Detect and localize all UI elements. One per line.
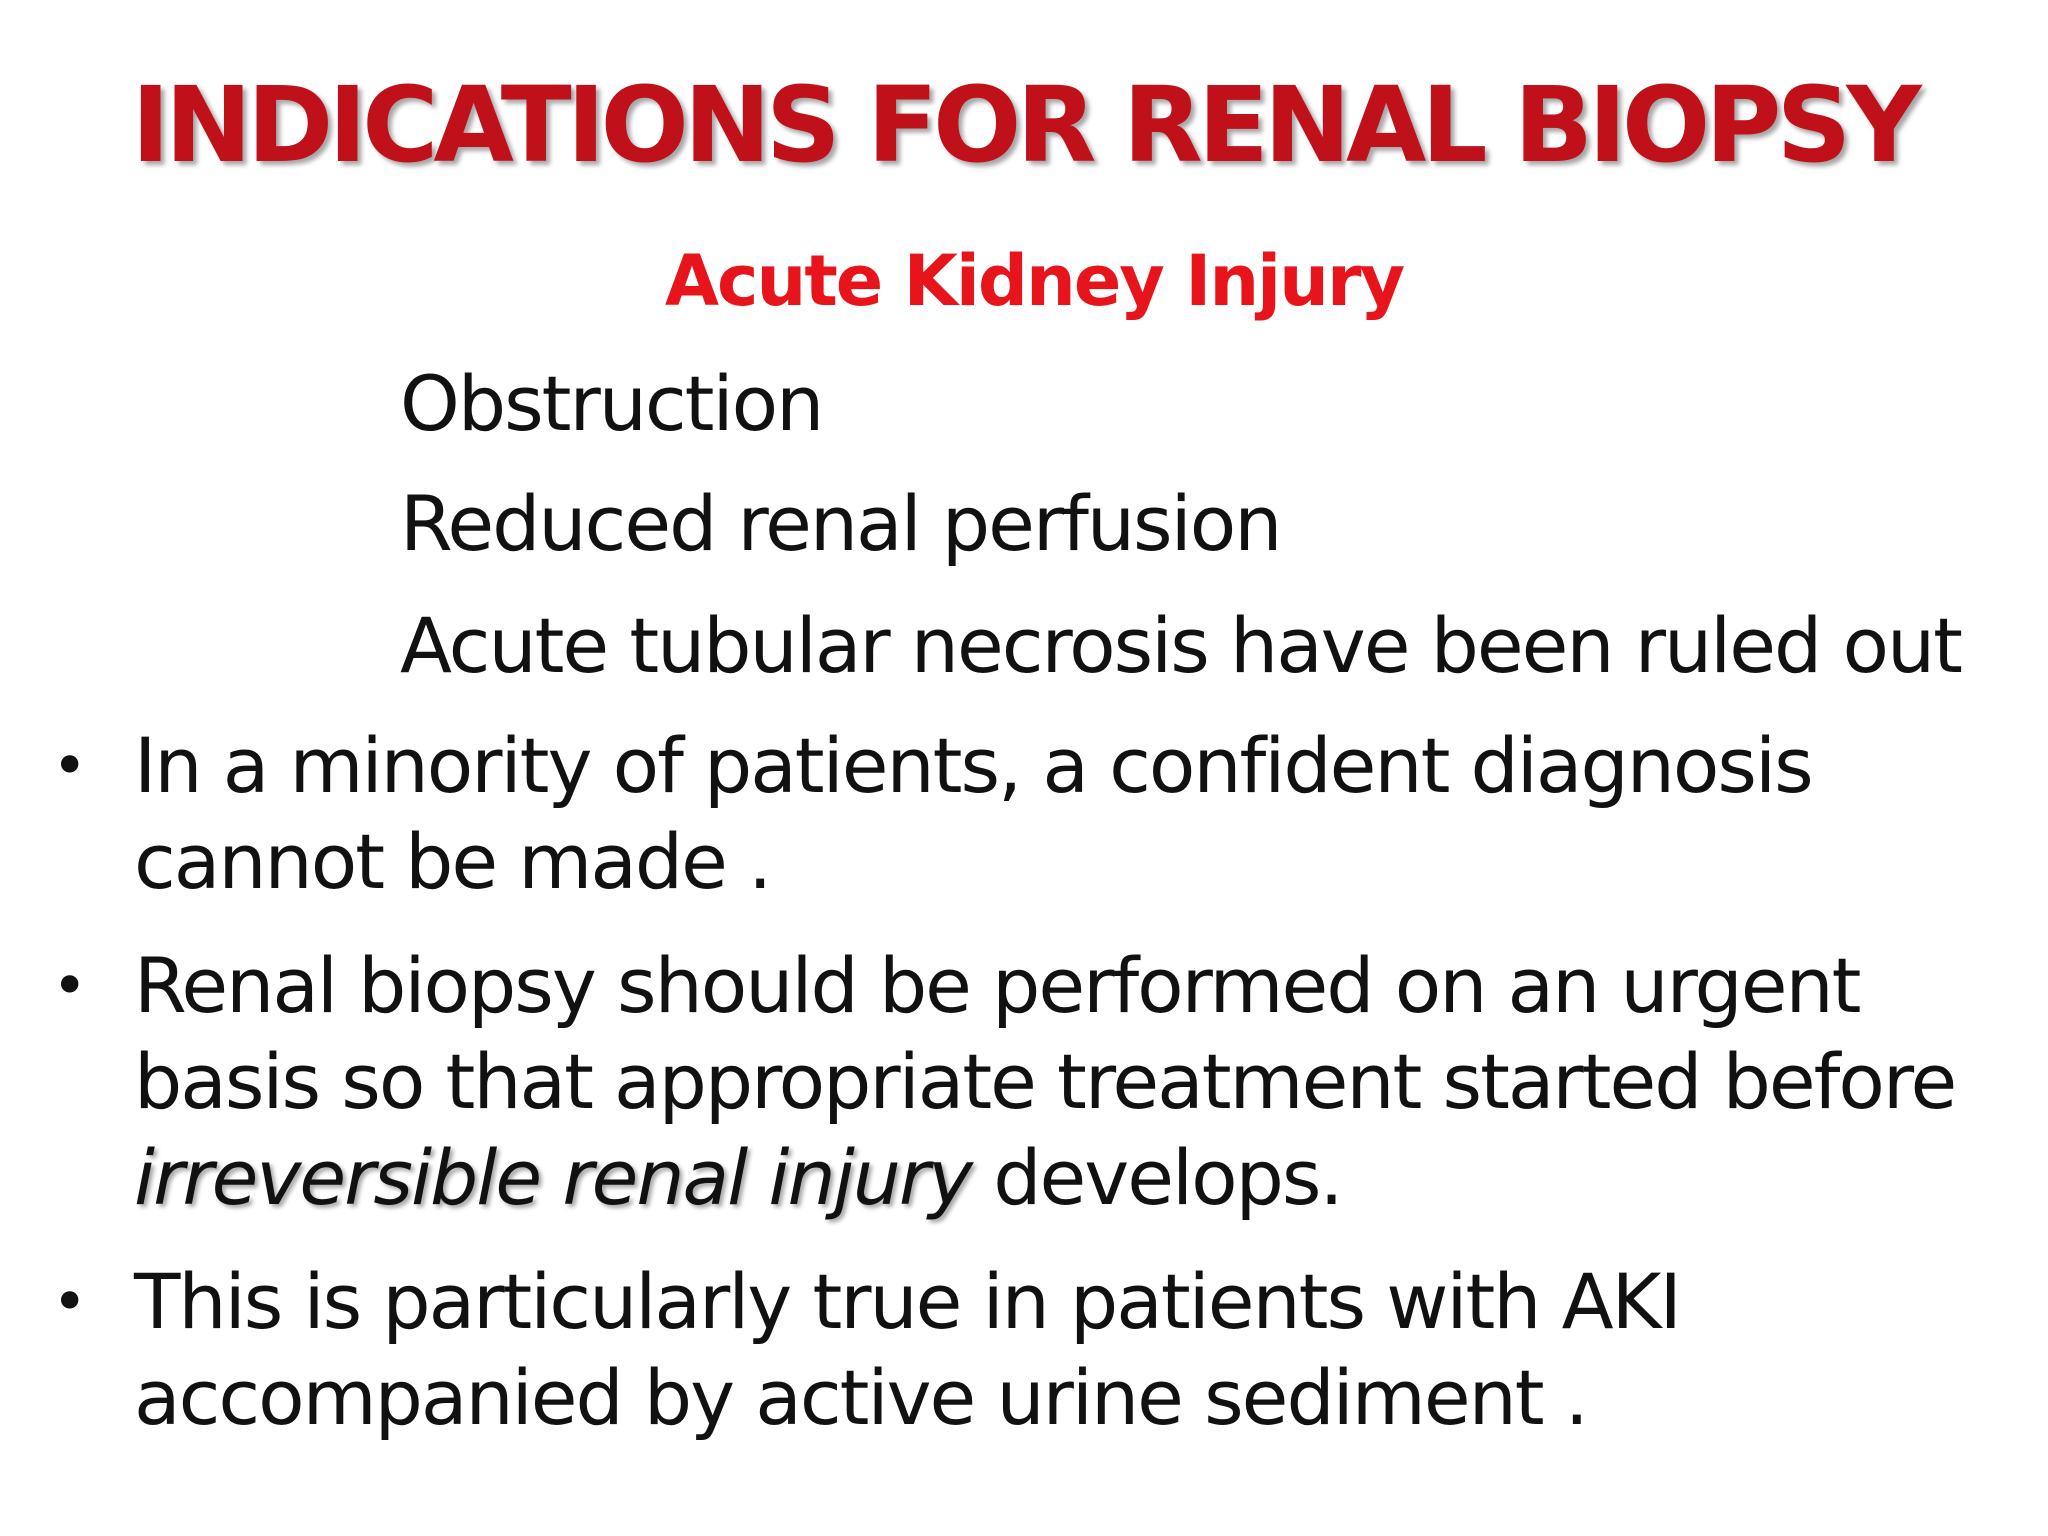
bullet-text-after: develops.: [971, 1133, 1342, 1222]
bullet-icon: •: [52, 731, 86, 801]
sub-item-atn: Acute tubular necrosis have been ruled out: [400, 601, 1961, 690]
bullet-text: In a minority of patients, a confident diagnosis cannot be made .: [134, 721, 1812, 906]
bullet-icon: •: [52, 1267, 86, 1337]
sub-item-reduced-perfusion: Reduced renal perfusion: [400, 479, 1281, 568]
bullet-text-before: Renal biopsy should be performed on an urgent basis so that appropriate treatment started before: [134, 941, 1956, 1126]
bullet-text: This is particularly true in patients with AKI accompanied by active urine sediment .: [134, 1257, 1680, 1442]
bullet-item-aki-sediment: [52, 1254, 2012, 1446]
bullet-text: [134, 938, 2012, 1226]
bullet-item-minority: [52, 718, 2012, 910]
sub-item-obstruction: Obstruction: [400, 359, 823, 448]
bullet-item-urgent-biopsy: [52, 938, 2012, 1226]
slide-subtitle: Acute Kidney Injury: [664, 240, 1404, 322]
bullet-icon: •: [52, 951, 86, 1021]
bullet-text-emphasis: irreversible renal injury: [134, 1133, 972, 1222]
slide-title: INDICATIONS FOR RENAL BIOPSY: [131, 64, 1917, 186]
